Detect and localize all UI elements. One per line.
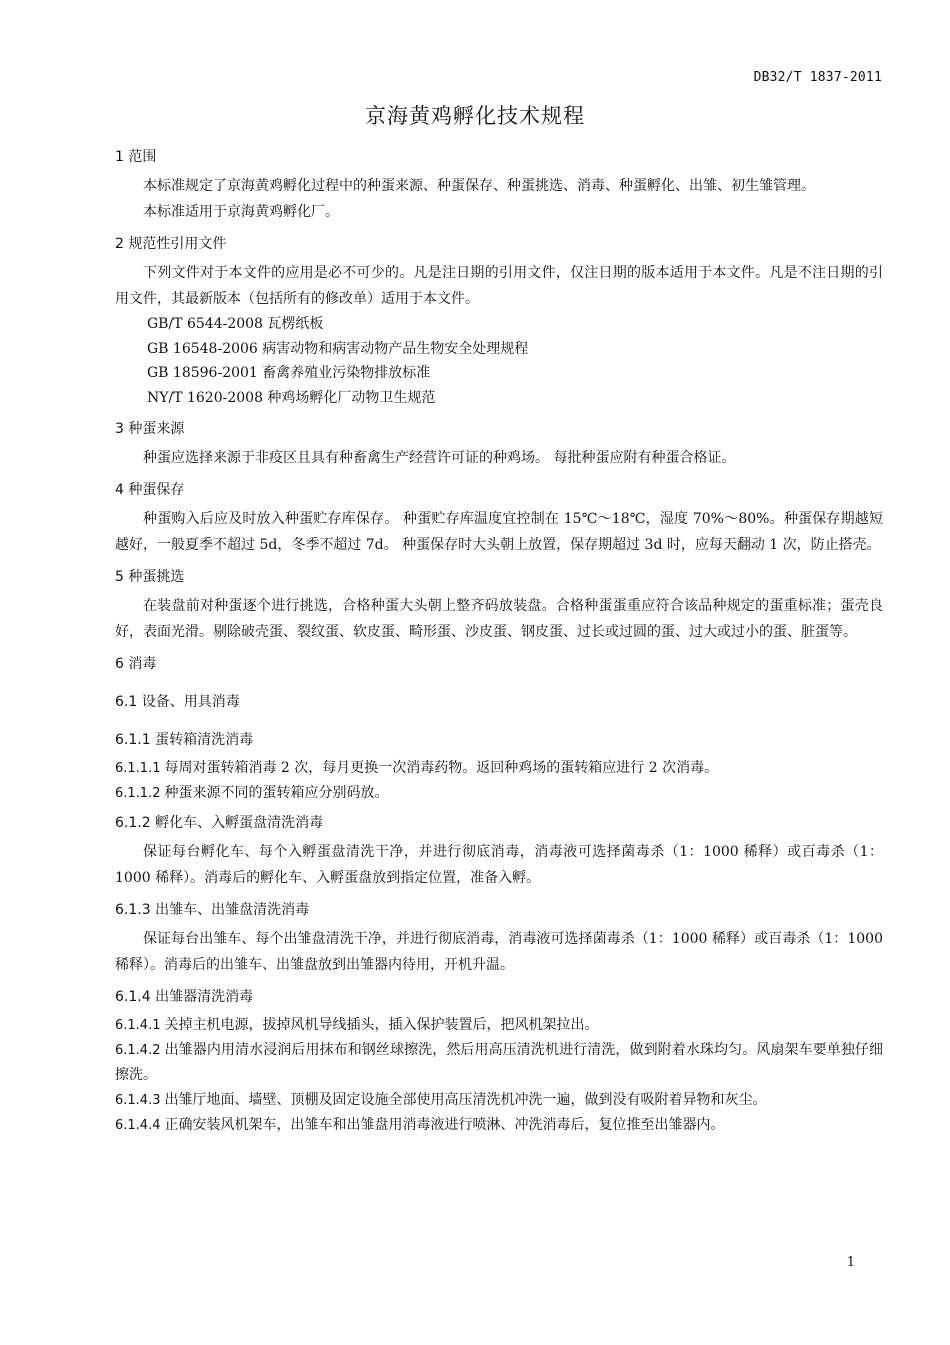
- clause-number: 6.1.1.1: [115, 761, 161, 776]
- clause-6-1-4-1: [115, 1013, 883, 1038]
- standard-code: DB32/T 1837-2011: [753, 70, 882, 85]
- section-3-paragraph: 种蛋应选择来源于非疫区且具有种畜禽生产经营许可证的种鸡场。 每批种蛋应附有种蛋合格证。: [143, 450, 736, 466]
- section-5-paragraph: 在装盘前对种蛋逐个进行挑选，合格种蛋大头朝上整齐码放装盘。合格种蛋蛋重应符合该品种规定的蛋重标准；蛋壳良好，表面光滑。剔除破壳蛋、裂纹蛋、软皮蛋、畸形蛋、沙皮蛋、钢皮蛋、过长或过圆的蛋、过大或过小的蛋、脏蛋等。: [115, 598, 883, 640]
- section-6-1-3-paragraph: 保证每台出雏车、每个出雏盘清洗干净，并进行彻底消毒，消毒液可选择菌毒杀（1：1000 稀释）或百毒杀（1：1000 稀释）。消毒后的出雏车、出雏盘放到出雏器内待用，开机升温。: [115, 931, 883, 973]
- clause-text: 出雏厅地面、墙壁、顶棚及固定设施全部使用高压清洗机冲洗一遍，做到没有吸附着异物和灰尘。: [164, 1092, 767, 1108]
- page-number: 1: [846, 1255, 855, 1270]
- clause-number: 6.1.4.3: [115, 1093, 161, 1108]
- clause-text: 出雏器内用清水浸润后用抹布和钢丝球擦洗，然后用高压清洗机进行清洗，做到附着水珠均匀。风扇架车要单独仔细擦洗。: [115, 1042, 883, 1083]
- clause-6-1-1-1: [115, 756, 883, 781]
- document-body: [115, 146, 883, 1138]
- section-4-heading: 4 种蛋保存: [115, 482, 185, 498]
- clause-number: 6.1.4.1: [115, 1018, 161, 1033]
- section-5-heading: 5 种蛋挑选: [115, 569, 185, 585]
- section-6-1-4-heading: 6.1.4 出雏器清洗消毒: [115, 989, 254, 1005]
- clause-text: 种蛋来源不同的蛋转箱应分别码放。: [164, 785, 389, 801]
- clause-number: 6.1.4.2: [115, 1043, 161, 1058]
- reference-item: GB/T 6544-2008 瓦楞纸板: [147, 316, 324, 332]
- reference-item: GB 18596-2001 畜禽养殖业污染物排放标准: [147, 365, 431, 381]
- section-6-1-3-heading: 6.1.3 出雏车、出雏盘清洗消毒: [115, 902, 310, 918]
- clause-6-1-4-4: [115, 1113, 883, 1138]
- section-1-paragraph-1: 本标准规定了京海黄鸡孵化过程中的种蛋来源、种蛋保存、种蛋挑选、消毒、种蛋孵化、出雏、初生雏管理。: [143, 178, 815, 194]
- clause-number: 6.1.4.4: [115, 1118, 161, 1133]
- clause-6-1-1-2: [115, 781, 883, 806]
- clause-6-1-4-2: [115, 1038, 883, 1088]
- section-2-paragraph: 下列文件对于本文件的应用是必不可少的。凡是注日期的引用文件，仅注日期的版本适用于本文件。凡是不注日期的引用文件，其最新版本（包括所有的修改单）适用于本文件。: [115, 265, 883, 307]
- section-6-1-2-heading: 6.1.2 孵化车、入孵蛋盘清洗消毒: [115, 815, 324, 831]
- section-2-heading: 2 规范性引用文件: [115, 236, 227, 252]
- document-title: 京海黄鸡孵化技术规程: [365, 104, 585, 128]
- section-6-1-2-paragraph: 保证每台孵化车、每个入孵蛋盘清洗干净，并进行彻底消毒，消毒液可选择菌毒杀（1：1000 稀释）或百毒杀（1：1000 稀释）。消毒后的孵化车、入孵蛋盘放到指定位置，准备入孵。: [115, 844, 883, 886]
- clause-6-1-4-3: [115, 1088, 883, 1113]
- reference-item: NY/T 1620-2008 种鸡场孵化厂动物卫生规范: [147, 389, 436, 406]
- section-3-heading: 3 种蛋来源: [115, 421, 185, 437]
- section-6-heading: 6 消毒: [115, 656, 157, 672]
- reference-item: GB 16548-2006 病害动物和病害动物产品生物安全处理规程: [147, 340, 529, 357]
- clause-text: 正确安装风机架车，出雏车和出雏盘用消毒液进行喷淋、冲洗消毒后，复位推至出雏器内。: [164, 1117, 725, 1133]
- clause-text: 每周对蛋转箱消毒 2 次，每月更换一次消毒药物。返回种鸡场的蛋转箱应进行 2 次消毒。: [164, 760, 719, 776]
- section-6-1-1-heading: 6.1.1 蛋转箱清洗消毒: [115, 732, 254, 748]
- section-1-heading: 1 范围: [115, 149, 157, 165]
- clause-text: 关掉主机电源，拔掉风机导线插头，插入保护装置后，把风机架拉出。: [164, 1017, 599, 1033]
- clause-number: 6.1.1.2: [115, 786, 161, 801]
- section-6-1-heading: 6.1 设备、用具消毒: [115, 694, 240, 710]
- section-1-paragraph-2: 本标准适用于京海黄鸡孵化厂。: [143, 204, 339, 220]
- section-4-paragraph: 种蛋购入后应及时放入种蛋贮存库保存。 种蛋贮存库温度宜控制在 15℃～18℃，湿度 70%～80%。种蛋保存期越短越好，一般夏季不超过 5d，冬季不超过 7d。 种蛋保存时大头朝上放置，保存期超过 3d 时，应每天翻动 1 次，防止搭壳。: [115, 511, 883, 553]
